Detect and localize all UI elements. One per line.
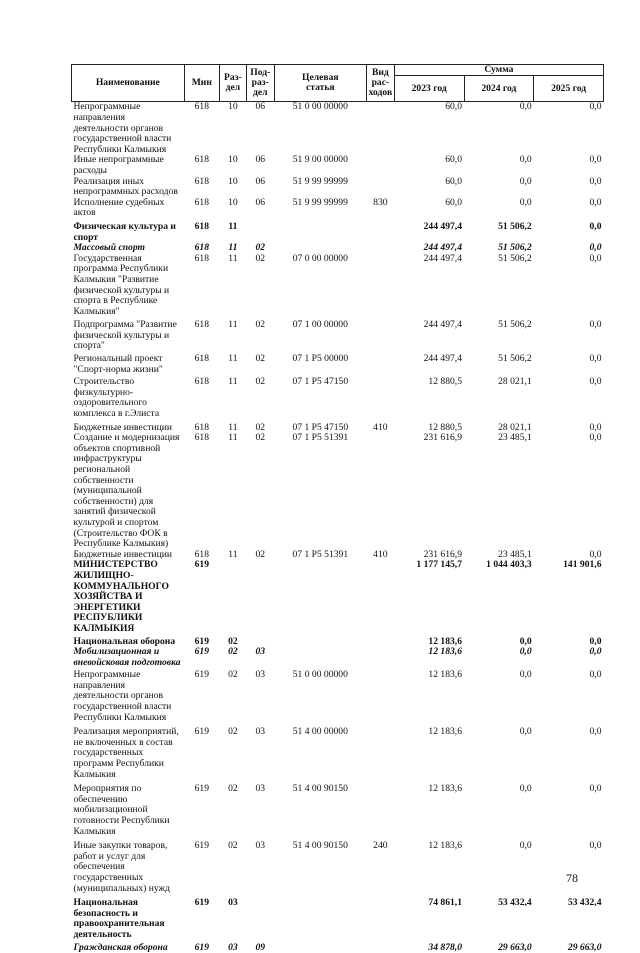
row-2024: 0,0: [519, 840, 532, 852]
row-2024: 0,0: [519, 635, 532, 647]
row-celevaya: 51 9 99 99999: [292, 196, 348, 208]
row-celevaya: 51 0 00 00000: [292, 669, 348, 681]
row-celevaya: 07 1 P5 47150: [292, 421, 349, 433]
row-2025: 141 901,6: [563, 559, 602, 571]
header-name: Наименование: [72, 65, 185, 102]
row-2024: 53 432,4: [498, 897, 532, 909]
row-name: Национальная безопасность и правоохранительная деятельность: [73, 897, 165, 940]
row-razdel: [220, 560, 247, 634]
row-vid: [366, 668, 394, 723]
row-podrazdel: 03: [255, 726, 266, 738]
row-2024: 51 506,2: [498, 242, 532, 254]
row-2023: 244 497,4: [423, 220, 462, 232]
table-row: [72, 317, 604, 352]
row-vid: [366, 894, 394, 940]
table-row: [72, 375, 604, 419]
row-2025: 0,0: [589, 376, 602, 388]
row-2023: 60,0: [445, 196, 462, 208]
row-2025: 0,0: [589, 319, 602, 331]
row-podrazdel: 02: [255, 376, 266, 388]
row-razdel: 11: [228, 319, 238, 331]
row-celevaya: [274, 635, 366, 648]
table-header: [72, 65, 604, 102]
row-razdel: 11: [228, 353, 238, 365]
row-razdel: 03: [228, 941, 238, 953]
row-min: 619: [194, 941, 209, 953]
table-row: [72, 219, 604, 243]
row-vid: 240: [373, 840, 388, 852]
header-celevaya: Целевая статья: [274, 65, 366, 102]
table-row: [72, 894, 604, 940]
row-2024: 0,0: [519, 783, 532, 795]
row-2024: 51 506,2: [498, 252, 532, 264]
row-celevaya: 51 4 00 00000: [292, 726, 348, 738]
header-vid: Вид рас- ходов: [366, 65, 394, 102]
row-2025: 0,0: [589, 726, 602, 738]
row-celevaya: [274, 941, 366, 953]
row-name: Исполнение судебных актов: [73, 196, 165, 219]
row-2023: 231 616,9: [423, 432, 462, 444]
row-celevaya: [274, 647, 366, 668]
row-min: 618: [194, 175, 209, 187]
row-razdel: 02: [228, 726, 238, 738]
row-2025: 0,0: [589, 101, 602, 113]
row-2025: 0,0: [589, 252, 602, 264]
row-podrazdel: 09: [255, 941, 266, 953]
row-name: Национальная оборона: [73, 635, 176, 647]
row-razdel: 02: [228, 669, 238, 681]
row-min: 618: [194, 154, 209, 166]
row-2025: 0,0: [589, 548, 602, 560]
page-number: 78: [566, 871, 578, 885]
header-min: Мин: [184, 65, 219, 102]
row-2025: 0,0: [589, 196, 602, 208]
row-vid: 410: [373, 548, 388, 560]
row-2023: 244 497,4: [423, 252, 462, 264]
row-celevaya: 51 4 00 90150: [292, 840, 348, 852]
row-2023: 12 183,6: [428, 669, 462, 681]
row-2025: 53 432,4: [567, 897, 602, 909]
row-2023: 60,0: [445, 175, 462, 187]
row-2024: 0,0: [519, 101, 532, 113]
row-podrazdel: 03: [255, 783, 266, 795]
row-2024: 29 663,0: [498, 941, 532, 953]
table-row: [72, 433, 604, 550]
row-2025: 0,0: [589, 783, 602, 795]
row-min: 618: [194, 421, 209, 433]
row-2025: 0,0: [589, 432, 602, 444]
row-vid: [366, 723, 394, 780]
row-2025: 0,0: [589, 175, 602, 187]
row-min: 618: [194, 353, 209, 365]
budget-table: [71, 64, 604, 953]
row-2023: 1 177 145,7: [416, 559, 462, 571]
row-2024: 28 021,1: [498, 421, 532, 433]
header-summa: Сумма: [394, 65, 603, 76]
row-vid: [366, 102, 394, 155]
row-vid: [366, 560, 394, 634]
row-razdel: 11: [228, 220, 238, 232]
row-razdel: 10: [228, 175, 238, 187]
row-min: 618: [194, 220, 209, 232]
row-podrazdel: 06: [255, 101, 266, 113]
row-2024: 0,0: [519, 154, 532, 166]
row-name: Иные закупки товаров, работ и услуг для обеспечения государственных (муниципальных) нужд: [73, 840, 171, 894]
row-vid: [366, 352, 394, 375]
row-2025: 0,0: [589, 646, 602, 658]
table-row: [72, 102, 604, 155]
row-min: 619: [194, 783, 209, 795]
row-vid: [366, 219, 394, 243]
row-name: Подпрограмма "Развитие физической культуры и спорта": [73, 319, 177, 352]
row-2023: 231 616,9: [423, 548, 462, 560]
row-2024: 0,0: [519, 646, 532, 658]
row-min: 619: [194, 669, 209, 681]
row-2025: 0,0: [589, 669, 602, 681]
row-podrazdel: 03: [255, 646, 266, 658]
row-vid: [366, 243, 394, 254]
row-2024: 0,0: [519, 196, 532, 208]
row-min: 618: [194, 432, 209, 444]
row-name: Бюджетные инвестиции: [73, 548, 172, 560]
row-name: Создание и модернизация объектов спортивной инфраструктуры региональной собственности (муниципальной собственности) для занятий физической культурой и спортом (Строительство ФОК в Республике Калмыкия): [73, 432, 180, 550]
row-2024: 0,0: [519, 726, 532, 738]
table-row: [72, 941, 604, 953]
table-row: [72, 254, 604, 318]
table-row: [72, 177, 604, 198]
row-celevaya: 51 9 99 99999: [292, 175, 348, 187]
row-2023: 74 861,1: [428, 897, 462, 909]
row-2024: 51 506,2: [498, 220, 532, 232]
table-row: [72, 837, 604, 894]
row-podrazdel: [246, 560, 274, 634]
row-2023: 12 183,6: [428, 646, 462, 658]
row-min: 618: [194, 242, 209, 254]
row-celevaya: 51 0 00 00000: [292, 101, 348, 113]
row-2024: 51 506,2: [498, 319, 532, 331]
row-min: 619: [194, 840, 209, 852]
row-2023: 12 880,5: [428, 376, 462, 388]
row-name: Бюджетные инвестиции: [73, 421, 172, 433]
row-min: 618: [194, 101, 209, 113]
header-razdel: Раз- дел: [220, 65, 247, 102]
table-row: [72, 352, 604, 375]
header-2024: 2024 год: [464, 76, 534, 102]
row-celevaya: 07 1 P5 51391: [292, 432, 349, 444]
row-vid: [366, 780, 394, 837]
row-razdel: 10: [228, 196, 238, 208]
row-razdel: 10: [228, 154, 238, 166]
row-2024: 1 044 403,3: [486, 559, 532, 571]
row-name: Мобилизационная и вневойсковая подготовка: [73, 646, 181, 668]
row-name: Мероприятия по обеспечению мобилизационной готовности Республики Калмыкия: [73, 783, 170, 837]
row-vid: [366, 177, 394, 198]
row-min: 619: [194, 726, 209, 738]
row-vid: [366, 317, 394, 352]
row-2025: 0,0: [589, 421, 602, 433]
row-razdel: 11: [228, 432, 238, 444]
row-podrazdel: 06: [255, 154, 266, 166]
row-podrazdel: 02: [255, 252, 266, 264]
row-razdel: 10: [228, 101, 238, 113]
row-2023: 12 183,6: [428, 840, 462, 852]
row-2025: 0,0: [589, 220, 602, 232]
row-name: Непрограммные направления деятельности органов государственной власти Республики Калмыкия: [73, 101, 172, 155]
table-row: [72, 198, 604, 219]
header-podrazdel: Под- раз- дел: [246, 65, 274, 102]
row-name: Иные непрограммные расходы: [73, 154, 164, 176]
table-body: [72, 102, 604, 953]
row-razdel: 11: [228, 252, 238, 264]
row-podrazdel: [246, 219, 274, 243]
row-podrazdel: 06: [255, 196, 266, 208]
row-name: Реализация мероприятий, не включенных в состав государственных программ Республики Калмыкия: [73, 726, 179, 780]
row-razdel: 11: [228, 548, 238, 560]
row-min: 618: [194, 196, 209, 208]
table-row: [72, 647, 604, 668]
row-2023: 12 183,6: [428, 783, 462, 795]
row-2023: 12 183,6: [428, 635, 462, 647]
row-celevaya: 51 4 00 90150: [292, 783, 348, 795]
row-2023: 12 880,5: [428, 421, 462, 433]
table-row: [72, 155, 604, 176]
row-vid: [366, 647, 394, 668]
table-row: [72, 780, 604, 837]
row-celevaya: 07 1 P5 00000: [292, 353, 349, 365]
row-celevaya: 07 0 00 00000: [292, 252, 348, 264]
row-celevaya: 07 1 00 00000: [292, 319, 348, 331]
row-2025: 0,0: [589, 840, 602, 852]
row-vid: [366, 433, 394, 550]
row-celevaya: 07 1 P5 51391: [292, 548, 349, 560]
row-razdel: 11: [228, 376, 238, 388]
row-podrazdel: 02: [255, 353, 266, 365]
table-row: [72, 420, 604, 434]
row-name: Массовый спорт: [73, 242, 145, 254]
row-min: 618: [194, 376, 209, 388]
row-2023: 244 497,4: [423, 242, 462, 254]
row-min: 618: [194, 319, 209, 331]
row-podrazdel: 02: [255, 548, 266, 560]
row-celevaya: 07 1 P5 47150: [292, 376, 349, 388]
row-min: 619: [194, 897, 209, 909]
row-2025: 0,0: [589, 154, 602, 166]
row-name: Гражданская оборона: [73, 941, 168, 953]
row-2024: 0,0: [519, 669, 532, 681]
row-vid: [366, 375, 394, 419]
row-name: Строительство физкультурно-оздоровительного комплекса в г.Элиста: [73, 376, 160, 420]
row-razdel: 02: [228, 840, 238, 852]
row-name: Физическая культура и спорт: [73, 220, 176, 243]
row-min: 619: [194, 635, 209, 647]
table-row: [72, 723, 604, 780]
row-razdel: 02: [228, 635, 238, 647]
row-2023: 60,0: [445, 101, 462, 113]
row-vid: [366, 941, 394, 953]
row-2025: 0,0: [589, 353, 602, 365]
row-name: Непрограммные направления деятельности органов государственной власти Республики Калмыкия: [73, 669, 172, 723]
row-2024: 23 485,1: [498, 432, 532, 444]
row-celevaya: [274, 219, 366, 243]
row-vid: [366, 155, 394, 176]
row-2023: 244 497,4: [423, 353, 462, 365]
row-razdel: 11: [228, 242, 238, 254]
row-2024: 0,0: [519, 175, 532, 187]
row-min: 618: [194, 548, 209, 560]
row-2024: 23 485,1: [498, 548, 532, 560]
row-podrazdel: 02: [255, 432, 266, 444]
row-razdel: 02: [228, 783, 238, 795]
row-vid: [366, 635, 394, 648]
header-2025: 2025 год: [534, 76, 604, 102]
row-min: 619: [194, 559, 209, 571]
row-podrazdel: 02: [255, 319, 266, 331]
table-row: [72, 560, 604, 634]
row-2025: 0,0: [589, 242, 602, 254]
row-min: 619: [194, 646, 209, 658]
row-min: 618: [194, 252, 209, 264]
row-vid: [366, 254, 394, 318]
row-razdel: 11: [228, 421, 238, 433]
row-razdel: 03: [228, 897, 238, 909]
header-2023: 2023 год: [394, 76, 464, 102]
row-celevaya: [274, 560, 366, 634]
row-podrazdel: 03: [255, 840, 266, 852]
row-name: Реализация иных непрограммных расходов: [73, 175, 178, 198]
row-podrazdel: 06: [255, 175, 266, 187]
row-vid: 410: [373, 421, 388, 433]
row-name: Региональный проект "Спорт-норма жизни": [73, 353, 163, 375]
row-2024: 28 021,1: [498, 376, 532, 388]
row-2025: 29 663,0: [567, 941, 602, 953]
row-2023: 12 183,6: [428, 726, 462, 738]
row-2024: 51 506,2: [498, 353, 532, 365]
row-celevaya: 51 9 00 00000: [292, 154, 348, 166]
row-podrazdel: 02: [255, 242, 266, 254]
row-razdel: 02: [228, 646, 238, 658]
row-vid: 830: [373, 196, 388, 208]
row-podrazdel: 03: [255, 669, 266, 681]
row-name: МИНИСТЕРСТВО ЖИЛИЩНО-КОММУНАЛЬНОГО ХОЗЯЙСТВА И ЭНЕРГЕТИКИ РЕСПУБЛИКИ КАЛМЫКИЯ: [73, 559, 169, 634]
row-2023: 34 878,0: [428, 941, 462, 953]
table-row: [72, 668, 604, 723]
row-name: Государственная программа Республики Калмыкия "Развитие физической культуры и спорта в Республике Калмыкия": [73, 252, 170, 317]
row-2023: 244 497,4: [423, 319, 462, 331]
row-2023: 60,0: [445, 154, 462, 166]
row-2025: 0,0: [589, 635, 602, 647]
row-celevaya: [274, 894, 366, 940]
row-podrazdel: 02: [255, 421, 266, 433]
row-podrazdel: [246, 894, 274, 940]
